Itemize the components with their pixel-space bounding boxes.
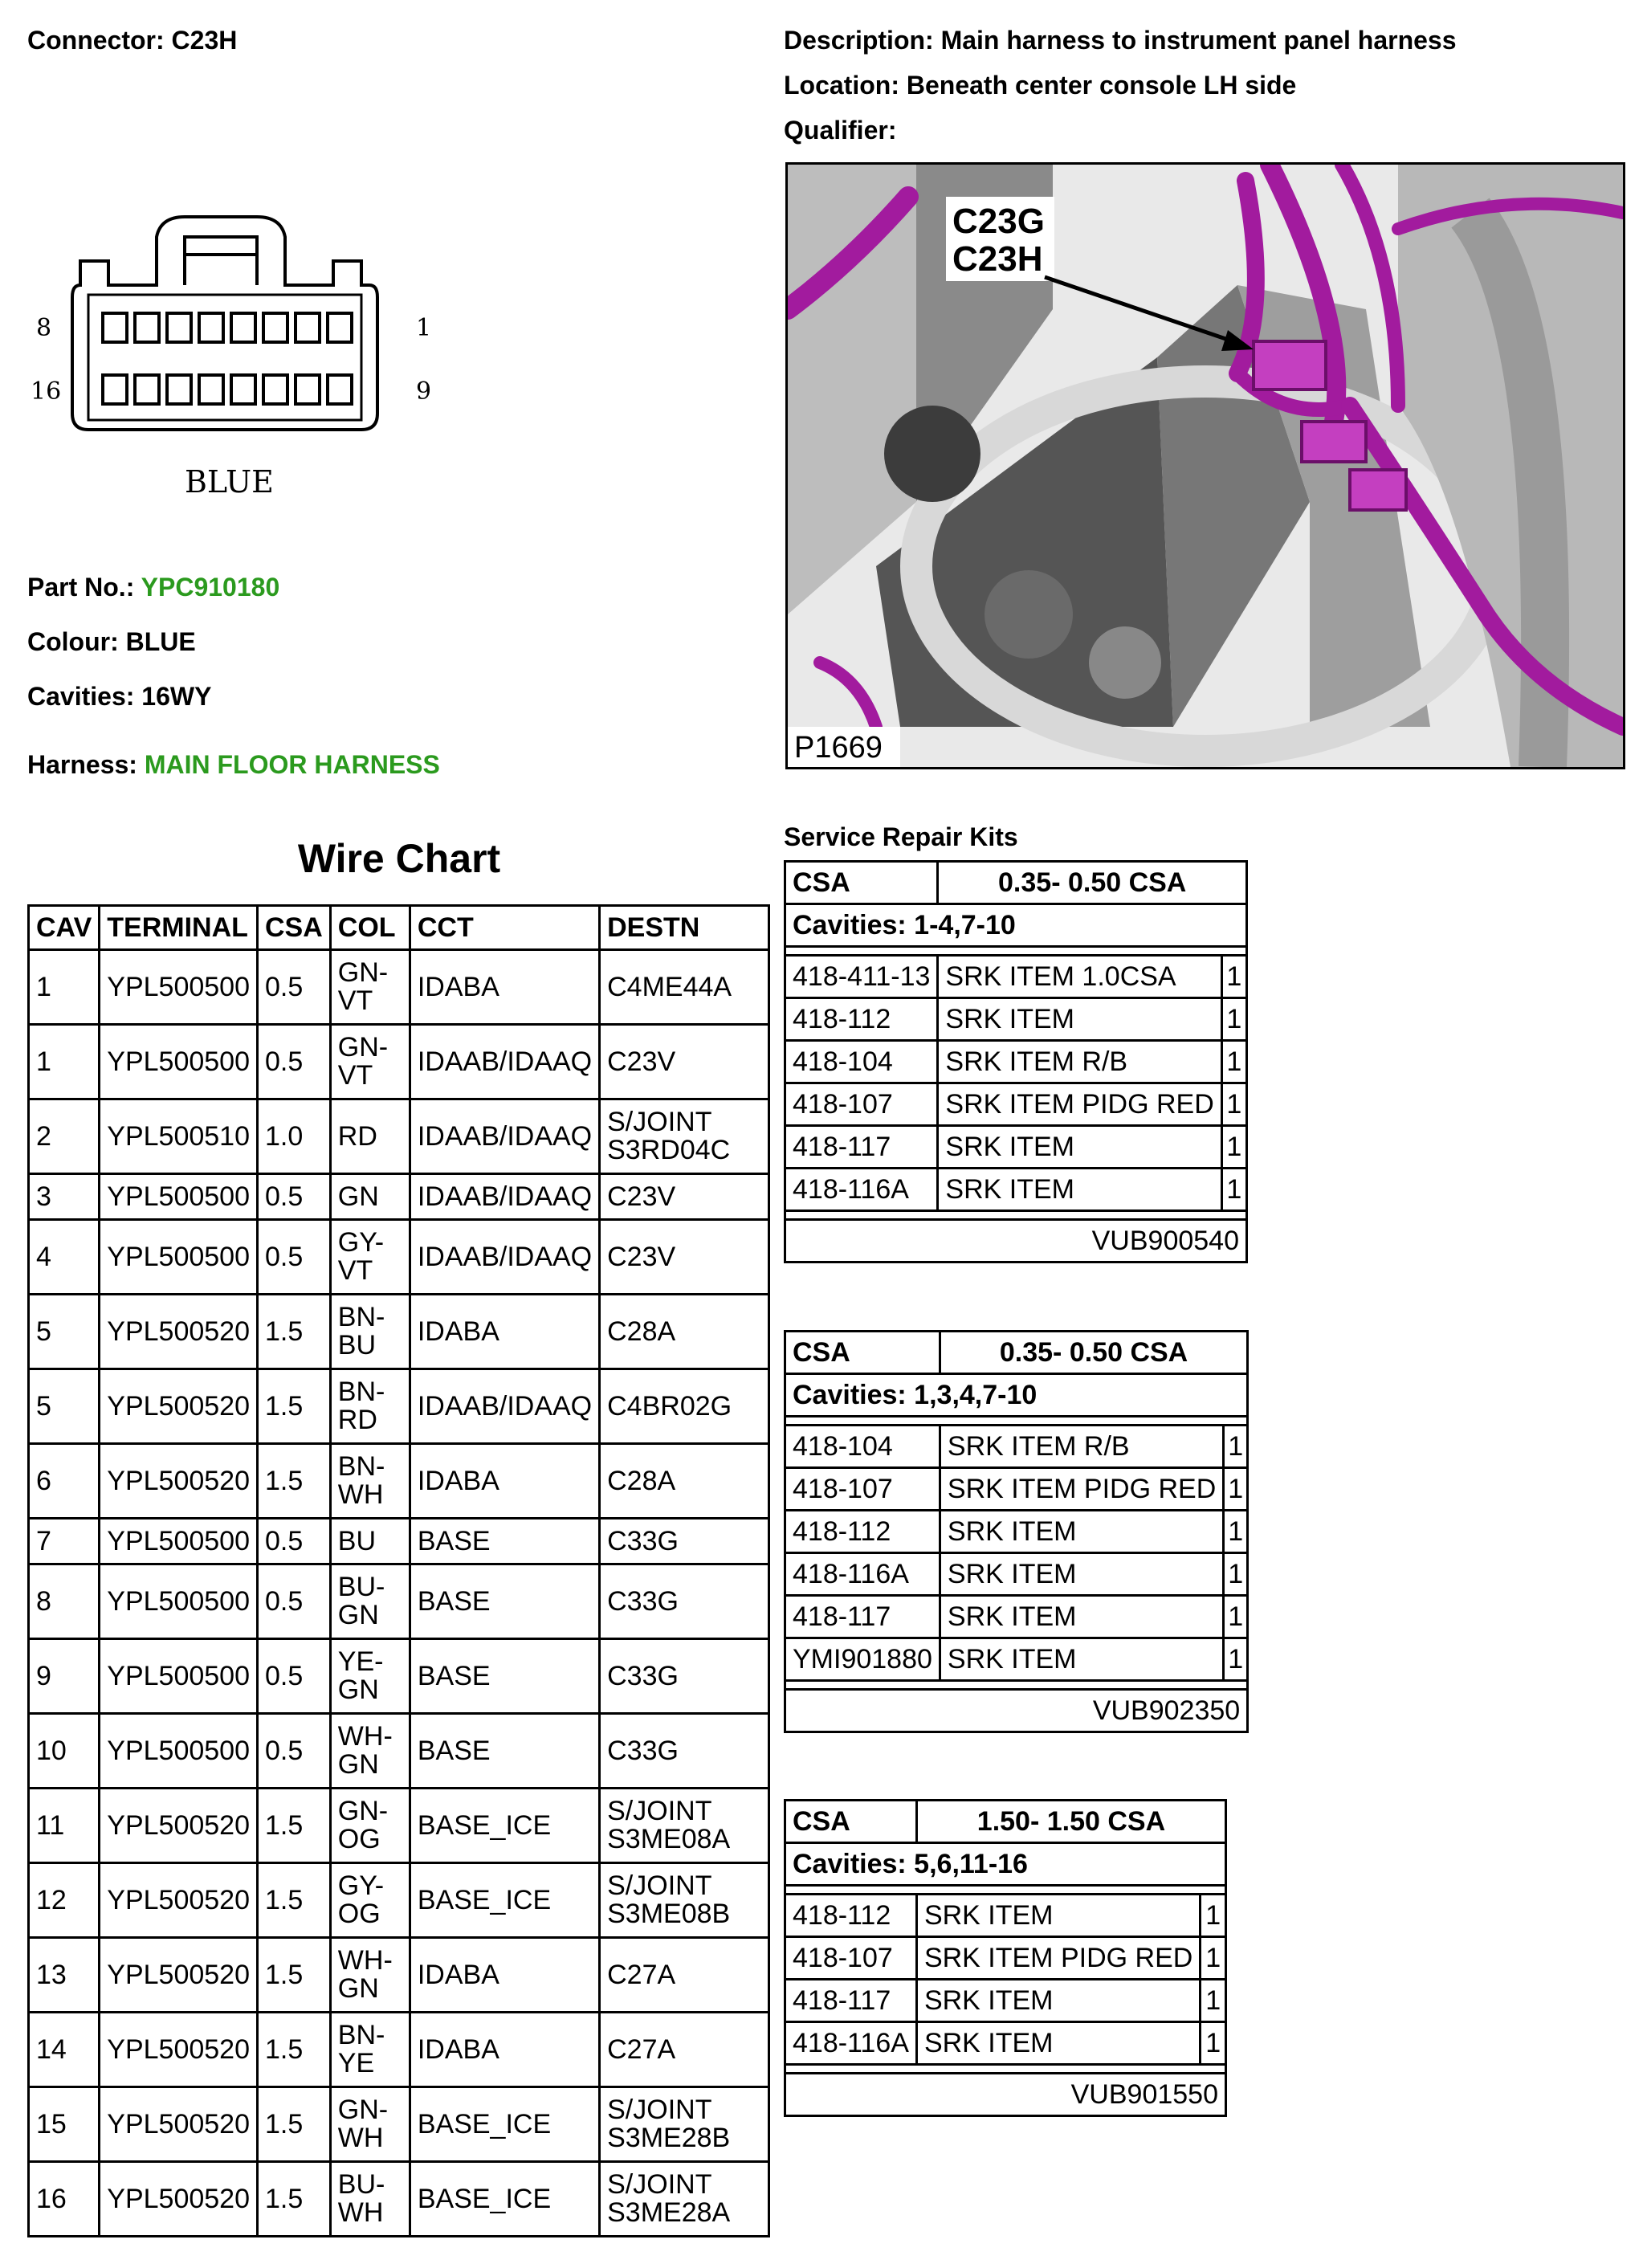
description-label: Description: Main harness to instrument panel harness <box>784 26 1457 55</box>
cell-csa: 0.5 <box>258 950 331 1025</box>
kit-cavities: Cavities: 1-4,7-10 <box>785 904 1247 947</box>
cell-col: GN- OG <box>330 1789 410 1863</box>
cell-cct: IDAAB/IDAAQ <box>410 1025 599 1099</box>
kit-item-qty: 1 <box>1201 1937 1226 1980</box>
connector-face-drawing <box>24 205 450 518</box>
service-kits-title: Service Repair Kits <box>784 822 1018 851</box>
kit-csa-value: 0.35- 0.50 CSA <box>940 1332 1247 1374</box>
kit-item-qty: 1 <box>1224 1426 1248 1468</box>
cell-csa: 1.5 <box>258 1369 331 1444</box>
cell-cct: BASE_ICE <box>410 2087 599 2162</box>
cell-terminal: YPL500500 <box>100 1174 258 1220</box>
table-row <box>29 1789 769 1863</box>
kit-item-row <box>785 998 1247 1041</box>
kit-item-desc: SRK ITEM PIDG RED <box>938 1083 1221 1126</box>
kit-item-code: 418-112 <box>785 998 938 1041</box>
cell-cct: IDAAB/IDAAQ <box>410 1099 599 1174</box>
cell-cav: 14 <box>29 2013 100 2087</box>
cell-destn: S/JOINT S3ME28B <box>600 2087 769 2162</box>
kit-item-code: 418-117 <box>785 1980 917 2022</box>
cell-cav: 13 <box>29 1938 100 2013</box>
pin-label-16: 16 <box>31 377 62 406</box>
kit-item-row <box>785 2022 1226 2065</box>
cell-cav: 10 <box>29 1714 100 1789</box>
cell-terminal: YPL500500 <box>100 1025 258 1099</box>
cell-terminal: YPL500520 <box>100 1789 258 1863</box>
kit-item-qty: 1 <box>1221 956 1246 998</box>
cell-destn: C4ME44A <box>600 950 769 1025</box>
kit-item-code: 418-104 <box>785 1426 940 1468</box>
cell-csa: 1.5 <box>258 2013 331 2087</box>
pin-label-8: 8 <box>36 314 52 342</box>
kit-item-desc: SRK ITEM 1.0CSA <box>938 956 1221 998</box>
pin-label-9: 9 <box>416 377 432 406</box>
location-value: Beneath center console LH side <box>906 71 1297 100</box>
kit-item-desc: SRK ITEM <box>938 1126 1221 1169</box>
kit-item-row <box>785 1126 1247 1169</box>
cell-destn: C33G <box>600 1564 769 1639</box>
kit-item-code: 418-117 <box>785 1126 938 1169</box>
cell-cct: BASE_ICE <box>410 1789 599 1863</box>
kit-item-qty: 1 <box>1221 1041 1246 1083</box>
kit-cavities-row <box>785 1374 1248 1417</box>
kit-csa-label: CSA <box>785 1801 917 1843</box>
kit-header-row <box>785 862 1247 904</box>
cell-cav: 12 <box>29 1863 100 1938</box>
kit-item-desc: SRK ITEM PIDG RED <box>916 1937 1200 1980</box>
cell-cav: 1 <box>29 950 100 1025</box>
cavities-value: 16WY <box>141 682 212 711</box>
kit-spacer <box>785 2065 1226 2074</box>
kit-item-desc: SRK ITEM R/B <box>940 1426 1223 1468</box>
kit-part-number: VUB902350 <box>785 1690 1248 1732</box>
cell-cav: 11 <box>29 1789 100 1863</box>
kit-item-code: 418-116A <box>785 1169 938 1211</box>
cell-csa: 0.5 <box>258 1220 331 1295</box>
table-row <box>29 2013 769 2087</box>
photo-id: P1669 <box>794 731 883 765</box>
kit-item-row <box>785 1980 1226 2022</box>
kit-item-row <box>785 1511 1248 1553</box>
kit-footer-row <box>785 1690 1248 1732</box>
cell-csa: 0.5 <box>258 1639 331 1714</box>
kit-item-desc: SRK ITEM <box>916 1980 1200 2022</box>
cell-terminal: YPL500520 <box>100 1444 258 1519</box>
cell-csa: 0.5 <box>258 1025 331 1099</box>
cell-csa: 1.0 <box>258 1099 331 1174</box>
harness-value[interactable]: MAIN FLOOR HARNESS <box>144 750 440 779</box>
cell-destn: C23V <box>600 1174 769 1220</box>
kit-item-code: 418-107 <box>785 1083 938 1126</box>
kit-item-code: 418-107 <box>785 1468 940 1511</box>
cell-terminal: YPL500520 <box>100 1295 258 1369</box>
cell-destn: C33G <box>600 1714 769 1789</box>
kit-item-desc: SRK ITEM <box>938 1169 1221 1211</box>
kit-item-desc: SRK ITEM <box>940 1638 1223 1681</box>
cell-csa: 1.5 <box>258 1789 331 1863</box>
table-row <box>29 1714 769 1789</box>
table-row <box>29 1639 769 1714</box>
location-label: Location: Beneath center console LH side <box>784 71 1297 100</box>
cell-cct: BASE <box>410 1714 599 1789</box>
kit-item-code: 418-116A <box>785 2022 917 2065</box>
cell-cav: 3 <box>29 1174 100 1220</box>
cell-cav: 2 <box>29 1099 100 1174</box>
cell-cav: 6 <box>29 1444 100 1519</box>
kit-spacer <box>785 1211 1247 1220</box>
cell-destn: C27A <box>600 1938 769 2013</box>
cell-cct: IDABA <box>410 950 599 1025</box>
kit-item-row <box>785 1638 1248 1681</box>
table-row <box>29 1938 769 2013</box>
cell-col: GY- VT <box>330 1220 410 1295</box>
kit-item-row <box>785 1468 1248 1511</box>
cell-destn: C28A <box>600 1444 769 1519</box>
kit-item-qty: 1 <box>1221 1083 1246 1126</box>
cell-cct: BASE <box>410 1519 599 1564</box>
kit-item-qty: 1 <box>1221 1126 1246 1169</box>
cell-destn: S/JOINT S3RD04C <box>600 1099 769 1174</box>
col-header-col: COL <box>330 906 410 950</box>
kit-item-row <box>785 1041 1247 1083</box>
col-header-csa: CSA <box>258 906 331 950</box>
table-row <box>29 1444 769 1519</box>
kit-item-qty: 1 <box>1224 1511 1248 1553</box>
kit-item-qty: 1 <box>1224 1553 1248 1596</box>
kit-cavities: Cavities: 5,6,11-16 <box>785 1843 1226 1886</box>
kit-header-row <box>785 1332 1248 1374</box>
kit-item-code: 418-411-13 <box>785 956 938 998</box>
kit-cavities-row <box>785 904 1247 947</box>
part-number-value[interactable]: YPC910180 <box>141 573 280 602</box>
cell-col: YE- GN <box>330 1639 410 1714</box>
kit-item-row <box>785 1895 1226 1937</box>
cell-terminal: YPL500520 <box>100 2013 258 2087</box>
service-kit-table <box>784 1330 1249 1733</box>
cell-cct: BASE <box>410 1639 599 1714</box>
connector-colour-caption: BLUE <box>185 464 274 500</box>
kit-header-row <box>785 1801 1226 1843</box>
cell-terminal: YPL500520 <box>100 1369 258 1444</box>
cell-csa: 1.5 <box>258 1444 331 1519</box>
cell-col: WH- GN <box>330 1714 410 1789</box>
cell-csa: 0.5 <box>258 1714 331 1789</box>
kit-item-code: 418-112 <box>785 1511 940 1553</box>
cell-csa: 1.5 <box>258 1863 331 1938</box>
location-photo-illustration <box>788 165 1623 767</box>
cell-col: BN- BU <box>330 1295 410 1369</box>
kit-item-qty: 1 <box>1224 1468 1248 1511</box>
kit-csa-value: 1.50- 1.50 CSA <box>916 1801 1225 1843</box>
cell-destn: C23V <box>600 1025 769 1099</box>
kit-item-row <box>785 1596 1248 1638</box>
cavities: Cavities: 16WY <box>27 682 212 711</box>
col-header-cct: CCT <box>410 906 599 950</box>
kit-item-row <box>785 1083 1247 1126</box>
kit-item-row <box>785 1553 1248 1596</box>
cell-destn: C33G <box>600 1519 769 1564</box>
wire-chart-table <box>27 904 770 2237</box>
cell-cct: IDABA <box>410 2013 599 2087</box>
cell-col: GY- OG <box>330 1863 410 1938</box>
table-row <box>29 1369 769 1444</box>
cell-cav: 8 <box>29 1564 100 1639</box>
cell-cct: IDAAB/IDAAQ <box>410 1174 599 1220</box>
table-row <box>29 1174 769 1220</box>
kit-item-row <box>785 1169 1247 1211</box>
cell-cav: 1 <box>29 1025 100 1099</box>
cell-cav: 5 <box>29 1369 100 1444</box>
kit-cavities-row <box>785 1843 1226 1886</box>
cell-cct: BASE_ICE <box>410 1863 599 1938</box>
harness: Harness: MAIN FLOOR HARNESS <box>27 750 440 779</box>
cell-cav: 15 <box>29 2087 100 2162</box>
kit-csa-label: CSA <box>785 1332 940 1374</box>
kit-spacer <box>785 947 1247 956</box>
kit-item-desc: SRK ITEM <box>940 1553 1223 1596</box>
kit-item-code: YMI901880 <box>785 1638 940 1681</box>
cell-terminal: YPL500500 <box>100 950 258 1025</box>
cell-cav: 7 <box>29 1519 100 1564</box>
cell-col: BU <box>330 1519 410 1564</box>
kit-part-number: VUB900540 <box>785 1220 1247 1262</box>
table-row <box>29 1519 769 1564</box>
cell-col: BU- GN <box>330 1564 410 1639</box>
table-row <box>29 1025 769 1099</box>
part-number: Part No.: YPC910180 <box>27 573 280 602</box>
cell-csa: 1.5 <box>258 2087 331 2162</box>
cell-terminal: YPL500500 <box>100 1714 258 1789</box>
cell-col: GN- WH <box>330 2087 410 2162</box>
table-row <box>29 2162 769 2237</box>
cell-col: GN <box>330 1174 410 1220</box>
cell-terminal: YPL500520 <box>100 1863 258 1938</box>
colour: Colour: BLUE <box>27 627 196 656</box>
cell-terminal: YPL500520 <box>100 2087 258 2162</box>
kit-item-code: 418-117 <box>785 1596 940 1638</box>
kit-item-desc: SRK ITEM <box>916 2022 1200 2065</box>
kit-part-number: VUB901550 <box>785 2074 1226 2116</box>
cell-col: WH- GN <box>330 1938 410 2013</box>
wire-chart-header-row <box>29 906 769 950</box>
cell-destn: S/JOINT S3ME28A <box>600 2162 769 2237</box>
cell-cav: 4 <box>29 1220 100 1295</box>
cell-destn: C23V <box>600 1220 769 1295</box>
kit-item-code: 418-112 <box>785 1895 917 1937</box>
kit-csa-value: 0.35- 0.50 CSA <box>938 862 1247 904</box>
table-row <box>29 1099 769 1174</box>
kit-spacer <box>785 1417 1248 1426</box>
cell-cav: 5 <box>29 1295 100 1369</box>
kit-item-desc: SRK ITEM <box>940 1511 1223 1553</box>
cell-destn: C4BR02G <box>600 1369 769 1444</box>
description-value: Main harness to instrument panel harness <box>940 26 1457 55</box>
cell-col: GN- VT <box>330 1025 410 1099</box>
cell-terminal: YPL500500 <box>100 1519 258 1564</box>
cell-col: BN- YE <box>330 2013 410 2087</box>
cell-destn: C28A <box>600 1295 769 1369</box>
cell-destn: C33G <box>600 1639 769 1714</box>
cell-col: BU- WH <box>330 2162 410 2237</box>
cell-cct: IDAAB/IDAAQ <box>410 1220 599 1295</box>
cell-csa: 1.5 <box>258 1295 331 1369</box>
cell-terminal: YPL500500 <box>100 1639 258 1714</box>
cell-cct: IDABA <box>410 1938 599 2013</box>
col-header-cav: CAV <box>29 906 100 950</box>
kit-item-qty: 1 <box>1201 1980 1226 2022</box>
cell-destn: S/JOINT S3ME08B <box>600 1863 769 1938</box>
location-photo <box>785 162 1625 769</box>
kit-item-desc: SRK ITEM <box>940 1596 1223 1638</box>
table-row <box>29 1295 769 1369</box>
service-kit-table <box>784 860 1248 1263</box>
cell-destn: S/JOINT S3ME08A <box>600 1789 769 1863</box>
col-header-terminal: TERMINAL <box>100 906 258 950</box>
cell-col: GN- VT <box>330 950 410 1025</box>
cell-cct: IDABA <box>410 1295 599 1369</box>
cell-terminal: YPL500520 <box>100 1938 258 2013</box>
table-row <box>29 950 769 1025</box>
cell-csa: 0.5 <box>258 1564 331 1639</box>
kit-item-desc: SRK ITEM R/B <box>938 1041 1221 1083</box>
cell-cct: IDABA <box>410 1444 599 1519</box>
table-row <box>29 2087 769 2162</box>
photo-callout-c23g: C23G <box>952 202 1045 241</box>
kit-item-desc: SRK ITEM <box>938 998 1221 1041</box>
kit-item-qty: 1 <box>1201 1895 1226 1937</box>
colour-value: BLUE <box>125 627 196 656</box>
cell-terminal: YPL500510 <box>100 1099 258 1174</box>
kit-cavities: Cavities: 1,3,4,7-10 <box>785 1374 1248 1417</box>
cell-col: BN- RD <box>330 1369 410 1444</box>
kit-footer-row <box>785 2074 1226 2116</box>
cell-destn: C27A <box>600 2013 769 2087</box>
table-row <box>29 1220 769 1295</box>
kit-item-code: 418-107 <box>785 1937 917 1980</box>
cell-terminal: YPL500500 <box>100 1564 258 1639</box>
cell-col: BN- WH <box>330 1444 410 1519</box>
kit-item-qty: 1 <box>1201 2022 1226 2065</box>
wire-chart-title: Wire Chart <box>297 836 501 881</box>
kit-item-row <box>785 1426 1248 1468</box>
cell-csa: 1.5 <box>258 1938 331 2013</box>
pin-label-1: 1 <box>416 314 432 342</box>
kit-item-desc: SRK ITEM PIDG RED <box>940 1468 1223 1511</box>
table-row <box>29 1863 769 1938</box>
cell-cct: IDAAB/IDAAQ <box>410 1369 599 1444</box>
kit-item-desc: SRK ITEM <box>916 1895 1200 1937</box>
cell-csa: 0.5 <box>258 1519 331 1564</box>
cell-col: RD <box>330 1099 410 1174</box>
cell-csa: 0.5 <box>258 1174 331 1220</box>
cell-cct: BASE <box>410 1564 599 1639</box>
kit-item-qty: 1 <box>1224 1596 1248 1638</box>
cell-cav: 16 <box>29 2162 100 2237</box>
cell-terminal: YPL500500 <box>100 1220 258 1295</box>
kit-item-row <box>785 956 1247 998</box>
kit-item-qty: 1 <box>1224 1638 1248 1681</box>
cell-cav: 9 <box>29 1639 100 1714</box>
kit-item-qty: 1 <box>1221 1169 1246 1211</box>
kit-csa-label: CSA <box>785 862 938 904</box>
table-row <box>29 1564 769 1639</box>
kit-item-qty: 1 <box>1221 998 1246 1041</box>
qualifier-label: Qualifier: <box>784 116 897 145</box>
kit-spacer <box>785 1886 1226 1895</box>
kit-item-code: 418-116A <box>785 1553 940 1596</box>
cell-cct: BASE_ICE <box>410 2162 599 2237</box>
kit-item-code: 418-104 <box>785 1041 938 1083</box>
kit-footer-row <box>785 1220 1247 1262</box>
connector-label: Connector: C23H <box>27 26 238 55</box>
service-kit-table <box>784 1799 1227 2117</box>
kit-item-row <box>785 1937 1226 1980</box>
cell-terminal: YPL500520 <box>100 2162 258 2237</box>
col-header-destn: DESTN <box>600 906 769 950</box>
kit-spacer <box>785 1681 1248 1690</box>
cell-csa: 1.5 <box>258 2162 331 2237</box>
connector-value: C23H <box>171 26 238 55</box>
photo-callout-c23h: C23H <box>952 239 1043 279</box>
